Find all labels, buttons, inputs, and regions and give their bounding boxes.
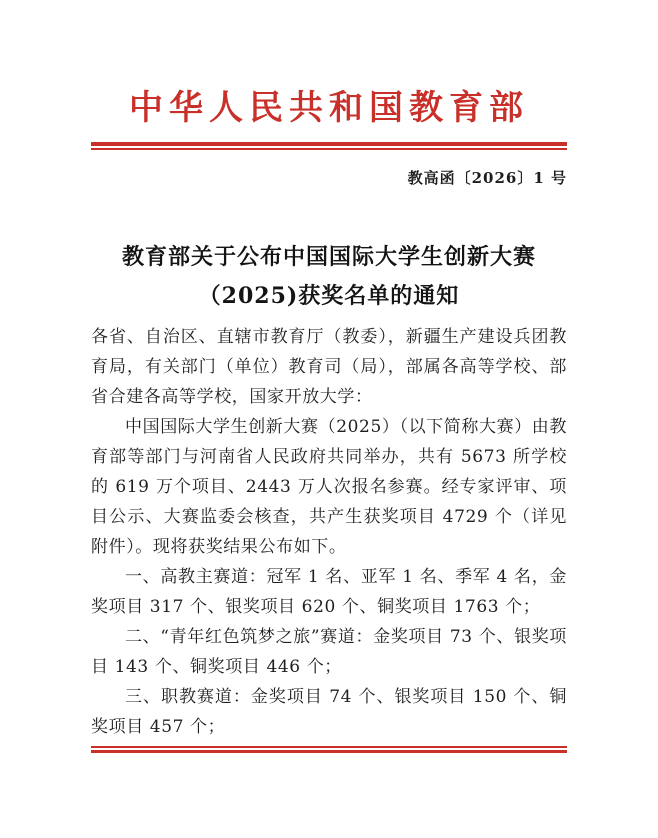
notice-title (91, 238, 567, 316)
recipients-paragraph: 各省、自治区、直辖市教育厅（教委），新疆生产建设兵团教育局，有关部门（单位）教育司（局），部属各高等学校、部省合建各高等学校，国家开放大学： (91, 327, 567, 407)
notice-title-line-1: 教育部关于公布中国国际大学生创新大赛 (121, 244, 536, 270)
footer-red-line (91, 746, 567, 753)
track-vocational-item: 三、职教赛道：金奖项目 74 个、银奖项目 150 个、铜奖项目 457 个； (91, 687, 567, 737)
track-main-item: 一、高教主赛道：冠军 1 名、亚军 1 名、季军 4 名，金奖项目 317 个、银奖项目 620 个、铜奖项目 1763 个； (91, 567, 567, 617)
notice-title-line-2: （2025)获奖名单的通知 (198, 283, 460, 309)
document-number: 教高函〔2026〕1 号 (407, 169, 567, 187)
notice-body (91, 322, 567, 742)
header-red-line (91, 142, 567, 150)
track-youth-red-item: 二、“青年红色筑梦之旅”赛道：金奖项目 73 个、银奖项目 143 个、铜奖项目 446 个； (91, 627, 567, 677)
overview-paragraph: 中国国际大学生创新大赛（2025）（以下简称大赛）由教育部等部门与河南省人民政府共同举办，共有 5673 所学校的 619 万个项目、2443 万人次报名参赛。经专家评审、项目公示、大赛监委会核查，共产生获奖项目 4729 个（详见附件）。现将获奖结果公布如下。 (91, 417, 567, 557)
ministry-header: 中华人民共和国教育部 (129, 88, 529, 128)
